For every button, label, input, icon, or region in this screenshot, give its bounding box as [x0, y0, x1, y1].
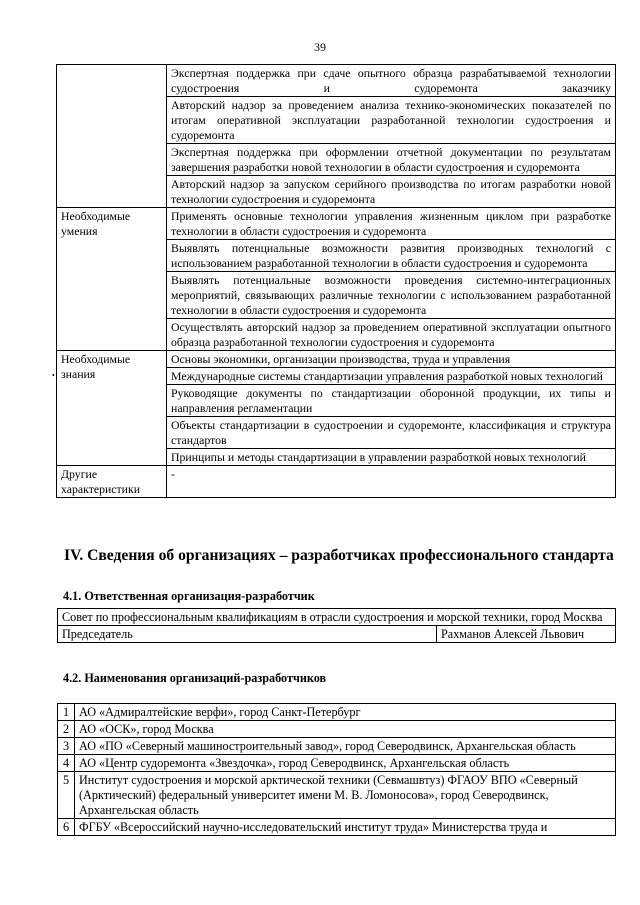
table-row — [57, 208, 616, 240]
dev-num: 5 — [58, 772, 75, 819]
row-label — [57, 65, 167, 208]
responsible-org-table — [57, 608, 616, 643]
subsection-title-4-2: 4.2. Наименования организаций-разработчиков — [63, 671, 327, 685]
dev-num: 1 — [58, 704, 75, 721]
subsection-title-4-1: 4.1. Ответственная организация-разработчик — [63, 589, 315, 603]
table-row — [57, 466, 616, 498]
row-text: Международные системы стандартизации управления разработкой новых технологий — [167, 368, 616, 385]
row-text: Руководящие документы по стандартизации оборонной продукции, их типы и направления регламентации — [167, 385, 616, 417]
row-label-other: Другие характеристики — [57, 466, 167, 498]
dev-name: АО «ОСК», город Москва — [75, 721, 616, 738]
org-name: Совет по профессиональным квалификациям в отрасли судостроения и морской техники, город Москва — [58, 609, 616, 626]
row-text: Применять основные технологии управления жизненным циклом при разработке технологии в области судостроения и судоремонта — [167, 208, 616, 240]
org-person: Рахманов Алексей Львович — [437, 626, 616, 643]
dev-num: 6 — [58, 819, 75, 836]
table-row — [57, 65, 616, 97]
dev-num: 3 — [58, 738, 75, 755]
dev-name: АО «ПО «Северный машиностроительный завод», город Северодвинск, Архангельская область — [75, 738, 616, 755]
row-text: Осуществлять авторский надзор за проведением оперативной эксплуатации опытного образца разработанной технологии судостроения и судоремонта — [167, 319, 616, 351]
row-text: - — [167, 466, 616, 498]
table-row — [58, 704, 616, 721]
dev-num: 2 — [58, 721, 75, 738]
table-row — [58, 819, 616, 836]
table-row — [58, 609, 616, 626]
row-text: Авторский надзор за запуском серийного производства по итогам разработки новой технологии судостроения и судоремонта — [167, 176, 616, 208]
row-text: Экспертная поддержка при оформлении отчетной документации по результатам завершения разработки новой технологии в области судостроения и судоремонта — [167, 144, 616, 176]
row-text: Выявлять потенциальные возможности развития производных технологий с использованием разработанной технологии в области судостроения и судоремонта — [167, 240, 616, 272]
table-row — [58, 721, 616, 738]
dev-num: 4 — [58, 755, 75, 772]
table-row — [58, 772, 616, 819]
row-label-skills: Необходимые умения — [57, 208, 167, 351]
dev-name: ФГБУ «Всероссийский научно-исследовательский институт труда» Министерства труда и — [75, 819, 616, 836]
table-row — [58, 738, 616, 755]
developers-table — [57, 703, 616, 836]
margin-mark: • — [52, 371, 55, 380]
org-position: Председатель — [58, 626, 437, 643]
dev-name: АО «Адмиралтейские верфи», город Санкт-Петербург — [75, 704, 616, 721]
page-number: 39 — [314, 40, 326, 54]
row-text: Авторский надзор за проведением анализа технико-экономических показателей по итогам оперативной эксплуатации разработанной технологии судостроения и судоремонта — [167, 97, 616, 144]
dev-name: АО «Центр судоремонта «Звездочка», город Северодвинск, Архангельская область — [75, 755, 616, 772]
row-text: Основы экономики, организации производства, труда и управления — [167, 351, 616, 368]
row-text: Выявлять потенциальные возможности проведения системно-интеграционных мероприятий, связывающих различные технологии с использованием разработанной технологии в области судостроения и судоремонта — [167, 272, 616, 319]
table-row — [57, 351, 616, 368]
table-row — [58, 626, 616, 643]
function-table — [56, 64, 616, 498]
row-text: Принципы и методы стандартизации в управлении разработкой новых технологий — [167, 449, 616, 466]
table-row — [58, 755, 616, 772]
row-label-knowledge: Необходимые знания — [57, 351, 167, 466]
section-title: IV. Сведения об организациях – разработчиках профессионального стандарта — [64, 547, 614, 564]
dev-name: Институт судостроения и морской арктической техники (Севмашвтуз) ФГАОУ ВПО «Северный (Арктический) федеральный университет имени М. В. Ломоносова», город Северодвинск, Архангельская область — [75, 772, 616, 819]
row-text: Объекты стандартизации в судостроении и судоремонте, классификация и структура стандартов — [167, 417, 616, 449]
row-text: Экспертная поддержка при сдаче опытного образца разрабатываемой технологии судостроения и судоремонта заказчику — [167, 65, 616, 97]
